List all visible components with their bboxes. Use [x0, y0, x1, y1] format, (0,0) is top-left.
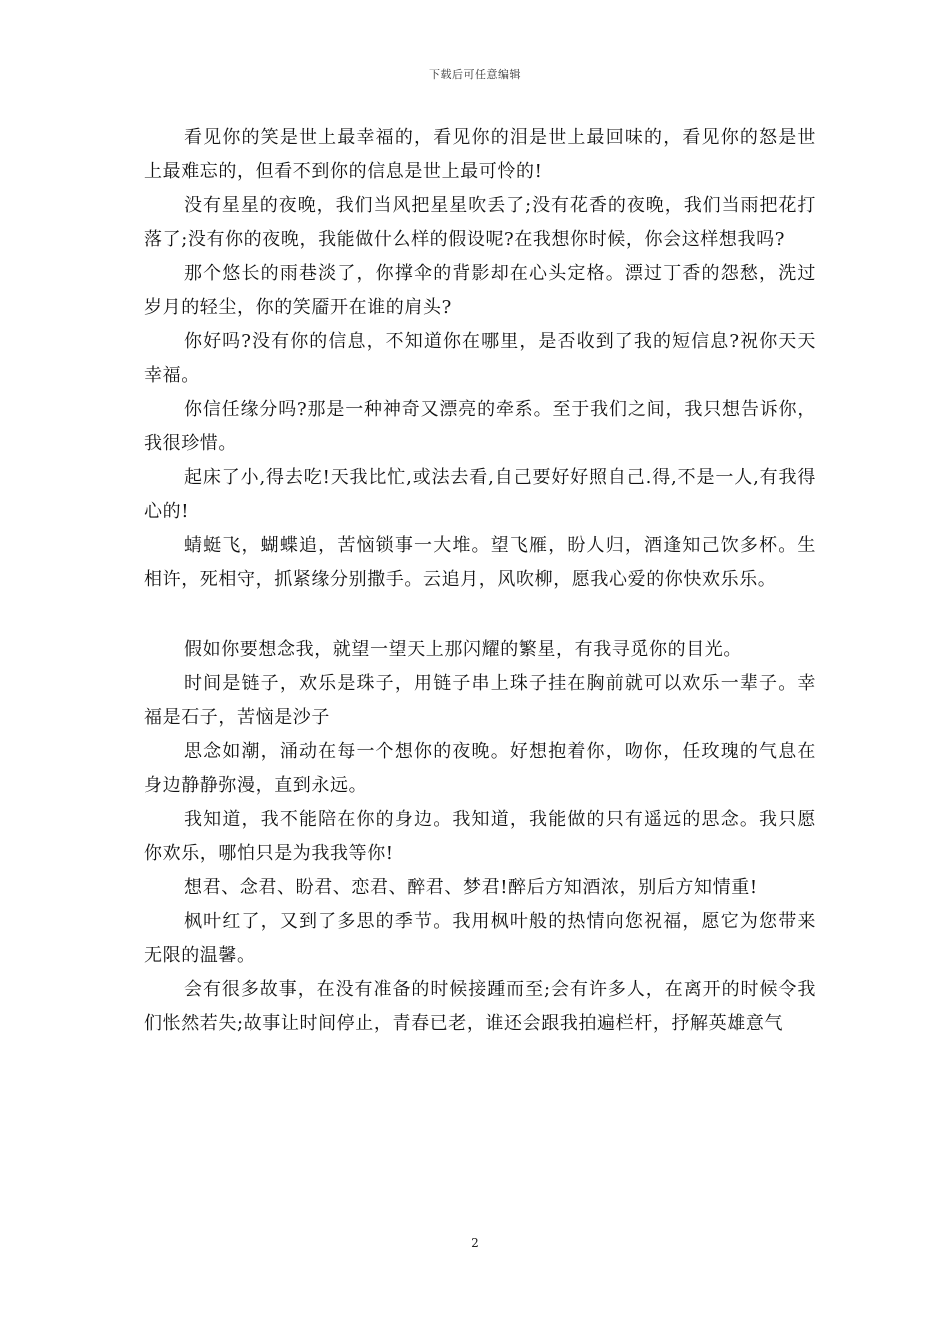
paragraph: 想君、念君、盼君、恋君、醉君、梦君!醉后方知酒浓，别后方知情重!: [184, 877, 758, 898]
paragraph: 会有很多故事，在没有准备的时候接踵而至;会有许多人，在离开的时候令我们怅然若失;故事让时间停止，青春已老，谁还会跟我拍遍栏杆，抒解英雄意气: [144, 979, 816, 1034]
paragraph: 那个悠长的雨巷淡了，你撑伞的背影却在心头定格。漂过丁香的怨愁，洗过岁月的轻尘，你的笑靥开在谁的肩头?: [144, 263, 816, 318]
paragraph: 假如你要想念我，就望一望天上那闪耀的繁星，有我寻觅你的目光。: [184, 639, 742, 660]
paragraph: 时间是链子，欢乐是珠子，用链子串上珠子挂在胸前就可以欢乐一辈子。幸福是石子，苦恼是沙子: [144, 673, 816, 728]
page-header: 下载后可任意编辑: [429, 68, 521, 81]
paragraph: 我知道，我不能陪在你的身边。我知道，我能做的只有遥远的思念。我只愿你欢乐，哪怕只是为我我等你!: [144, 809, 816, 864]
body-text: [144, 121, 816, 1041]
paragraph: 起床了小,得去吃!天我比忙,或法去看,自己要好好照自己.得,不是一人,有我得心的!: [144, 467, 816, 522]
paragraph: 看见你的笑是世上最幸福的，看见你的泪是世上最回味的，看见你的怒是世上最难忘的，但看不到你的信息是世上最可怜的!: [144, 127, 816, 182]
paragraph: 没有星星的夜晚，我们当风把星星吹丢了;没有花香的夜晚，我们当雨把花打落了;没有你的夜晚，我能做什么样的假设呢?在我想你时候，你会这样想我吗?: [144, 195, 816, 250]
paragraph: 你信任缘分吗?那是一种神奇又漂亮的牵系。至于我们之间，我只想告诉你，我很珍惜。: [144, 399, 816, 454]
page-number: 2: [471, 1236, 479, 1250]
paragraph: 蜻蜓飞，蝴蝶追，苦恼锁事一大堆。望飞雁，盼人归，酒逢知己饮多杯。生相许，死相守，抓紧缘分别撒手。云追月，风吹柳，愿我心爱的你快欢乐乐。: [144, 535, 816, 590]
paragraph: 思念如潮，涌动在每一个想你的夜晚。好想抱着你，吻你，任玫瑰的气息在身边静静弥漫，直到永远。: [144, 741, 816, 796]
paragraph: 枫叶红了，又到了多思的季节。我用枫叶般的热情向您祝福，愿它为您带来无限的温馨。: [144, 911, 816, 966]
paragraph: 你好吗?没有你的信息，不知道你在哪里，是否收到了我的短信息?祝你天天幸福。: [144, 331, 816, 386]
